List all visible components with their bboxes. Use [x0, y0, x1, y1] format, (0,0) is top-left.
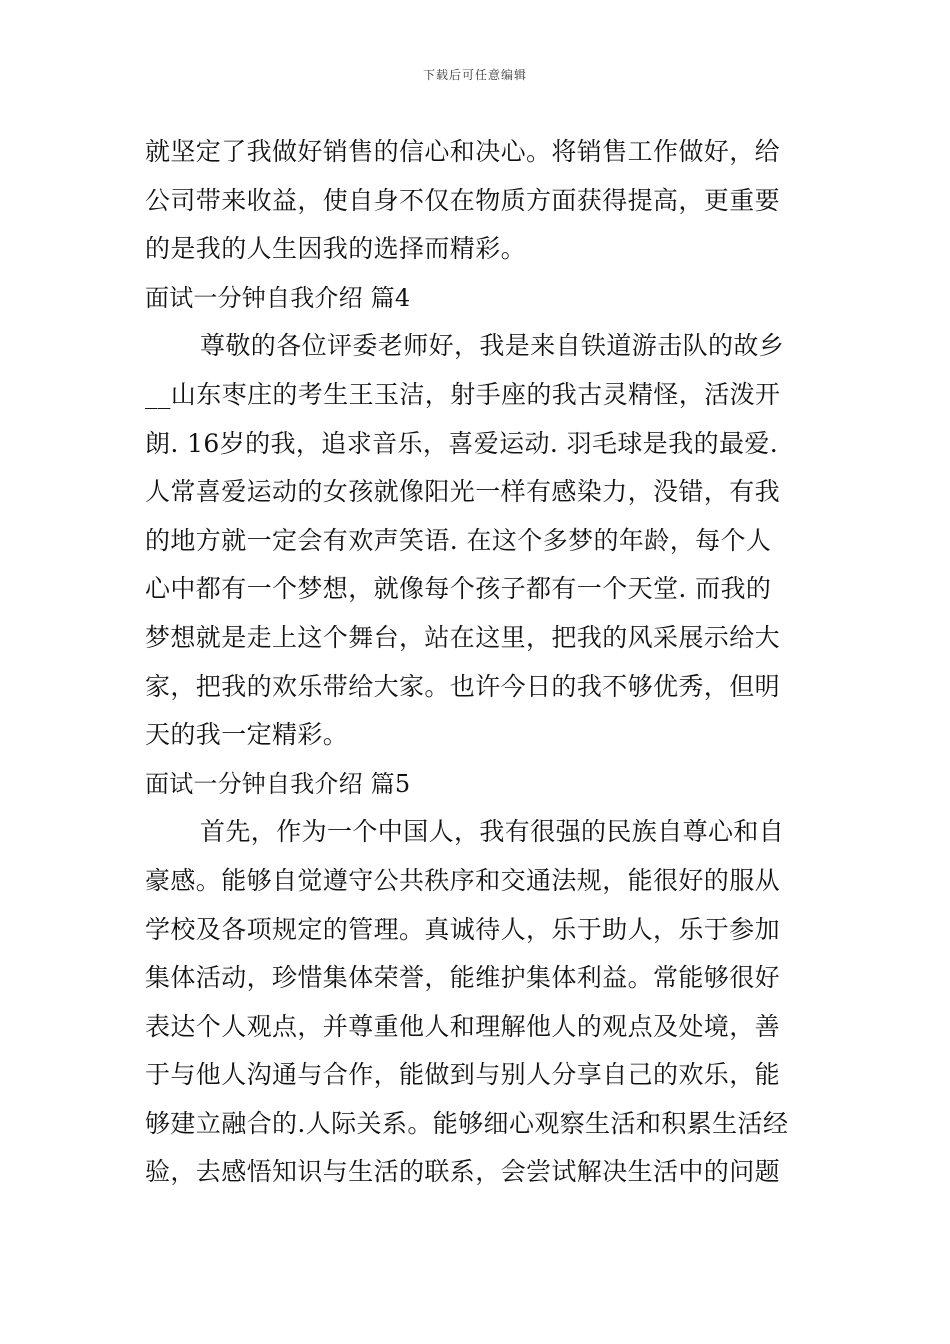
text-line: 的地方就一定会有欢声笑语. 在这个多梦的年龄，每个人	[145, 525, 772, 555]
text-line: 够建立融合的.人际关系。能够细心观察生活和积累生活经	[145, 1108, 789, 1138]
text-line: 集体活动，珍惜集体荣誉，能维护集体利益。常能够很好	[145, 963, 781, 993]
text-line: 天的我一定精彩。	[145, 720, 349, 750]
document-body	[145, 128, 817, 1197]
text-line: 首先，作为一个中国人，我有很强的民族自尊心和自	[200, 817, 785, 847]
text-line: 就坚定了我做好销售的信心和决心。将销售工作做好，给	[145, 137, 781, 166]
section-heading: 面试一分钟自我介绍 篇5	[145, 769, 411, 798]
paragraph	[145, 322, 817, 759]
page-header: 下载后可任意编辑	[422, 68, 527, 82]
text-line: 朗. 16岁的我，追求音乐，喜爱运动. 羽毛球是我的最爱.	[145, 428, 779, 458]
paragraph	[145, 808, 817, 1197]
text-line: 家，把我的欢乐带给大家。也许今日的我不够优秀，但明	[145, 671, 781, 701]
text-line: 心中都有一个梦想，就像每个孩子都有一个天堂. 而我的	[145, 574, 772, 604]
text-line: __山东枣庄的考生王玉洁，射手座的我古灵精怪，活泼开	[145, 379, 781, 409]
section-heading: 面试一分钟自我介绍 篇4	[145, 283, 411, 312]
text-line: 学校及各项规定的管理。真诚待人，乐于助人，乐于参加	[145, 914, 781, 944]
text-line: 尊敬的各位评委老师好，我是来自铁道游击队的故乡	[200, 331, 785, 361]
text-line: 表达个人观点，并尊重他人和理解他人的观点及处境，善	[145, 1011, 781, 1041]
text-line: 豪感。能够自觉遵守公共秩序和交通法规，能很好的服从	[145, 865, 781, 895]
text-line: 人常喜爱运动的女孩就像阳光一样有感染力，没错，有我	[145, 477, 781, 507]
text-line: 的是我的人生因我的选择而精彩。	[145, 234, 527, 264]
text-line: 于与他人沟通与合作，能做到与别人分享自己的欢乐，能	[145, 1060, 781, 1090]
text-line: 公司带来收益，使自身不仅在物质方面获得提高，更重要	[145, 185, 781, 215]
text-line: 梦想就是走上这个舞台，站在这里，把我的风采展示给大	[145, 622, 781, 652]
text-line: 验，去感悟知识与生活的联系，会尝试解决生活中的问题	[145, 1157, 781, 1187]
paragraph	[145, 128, 817, 274]
